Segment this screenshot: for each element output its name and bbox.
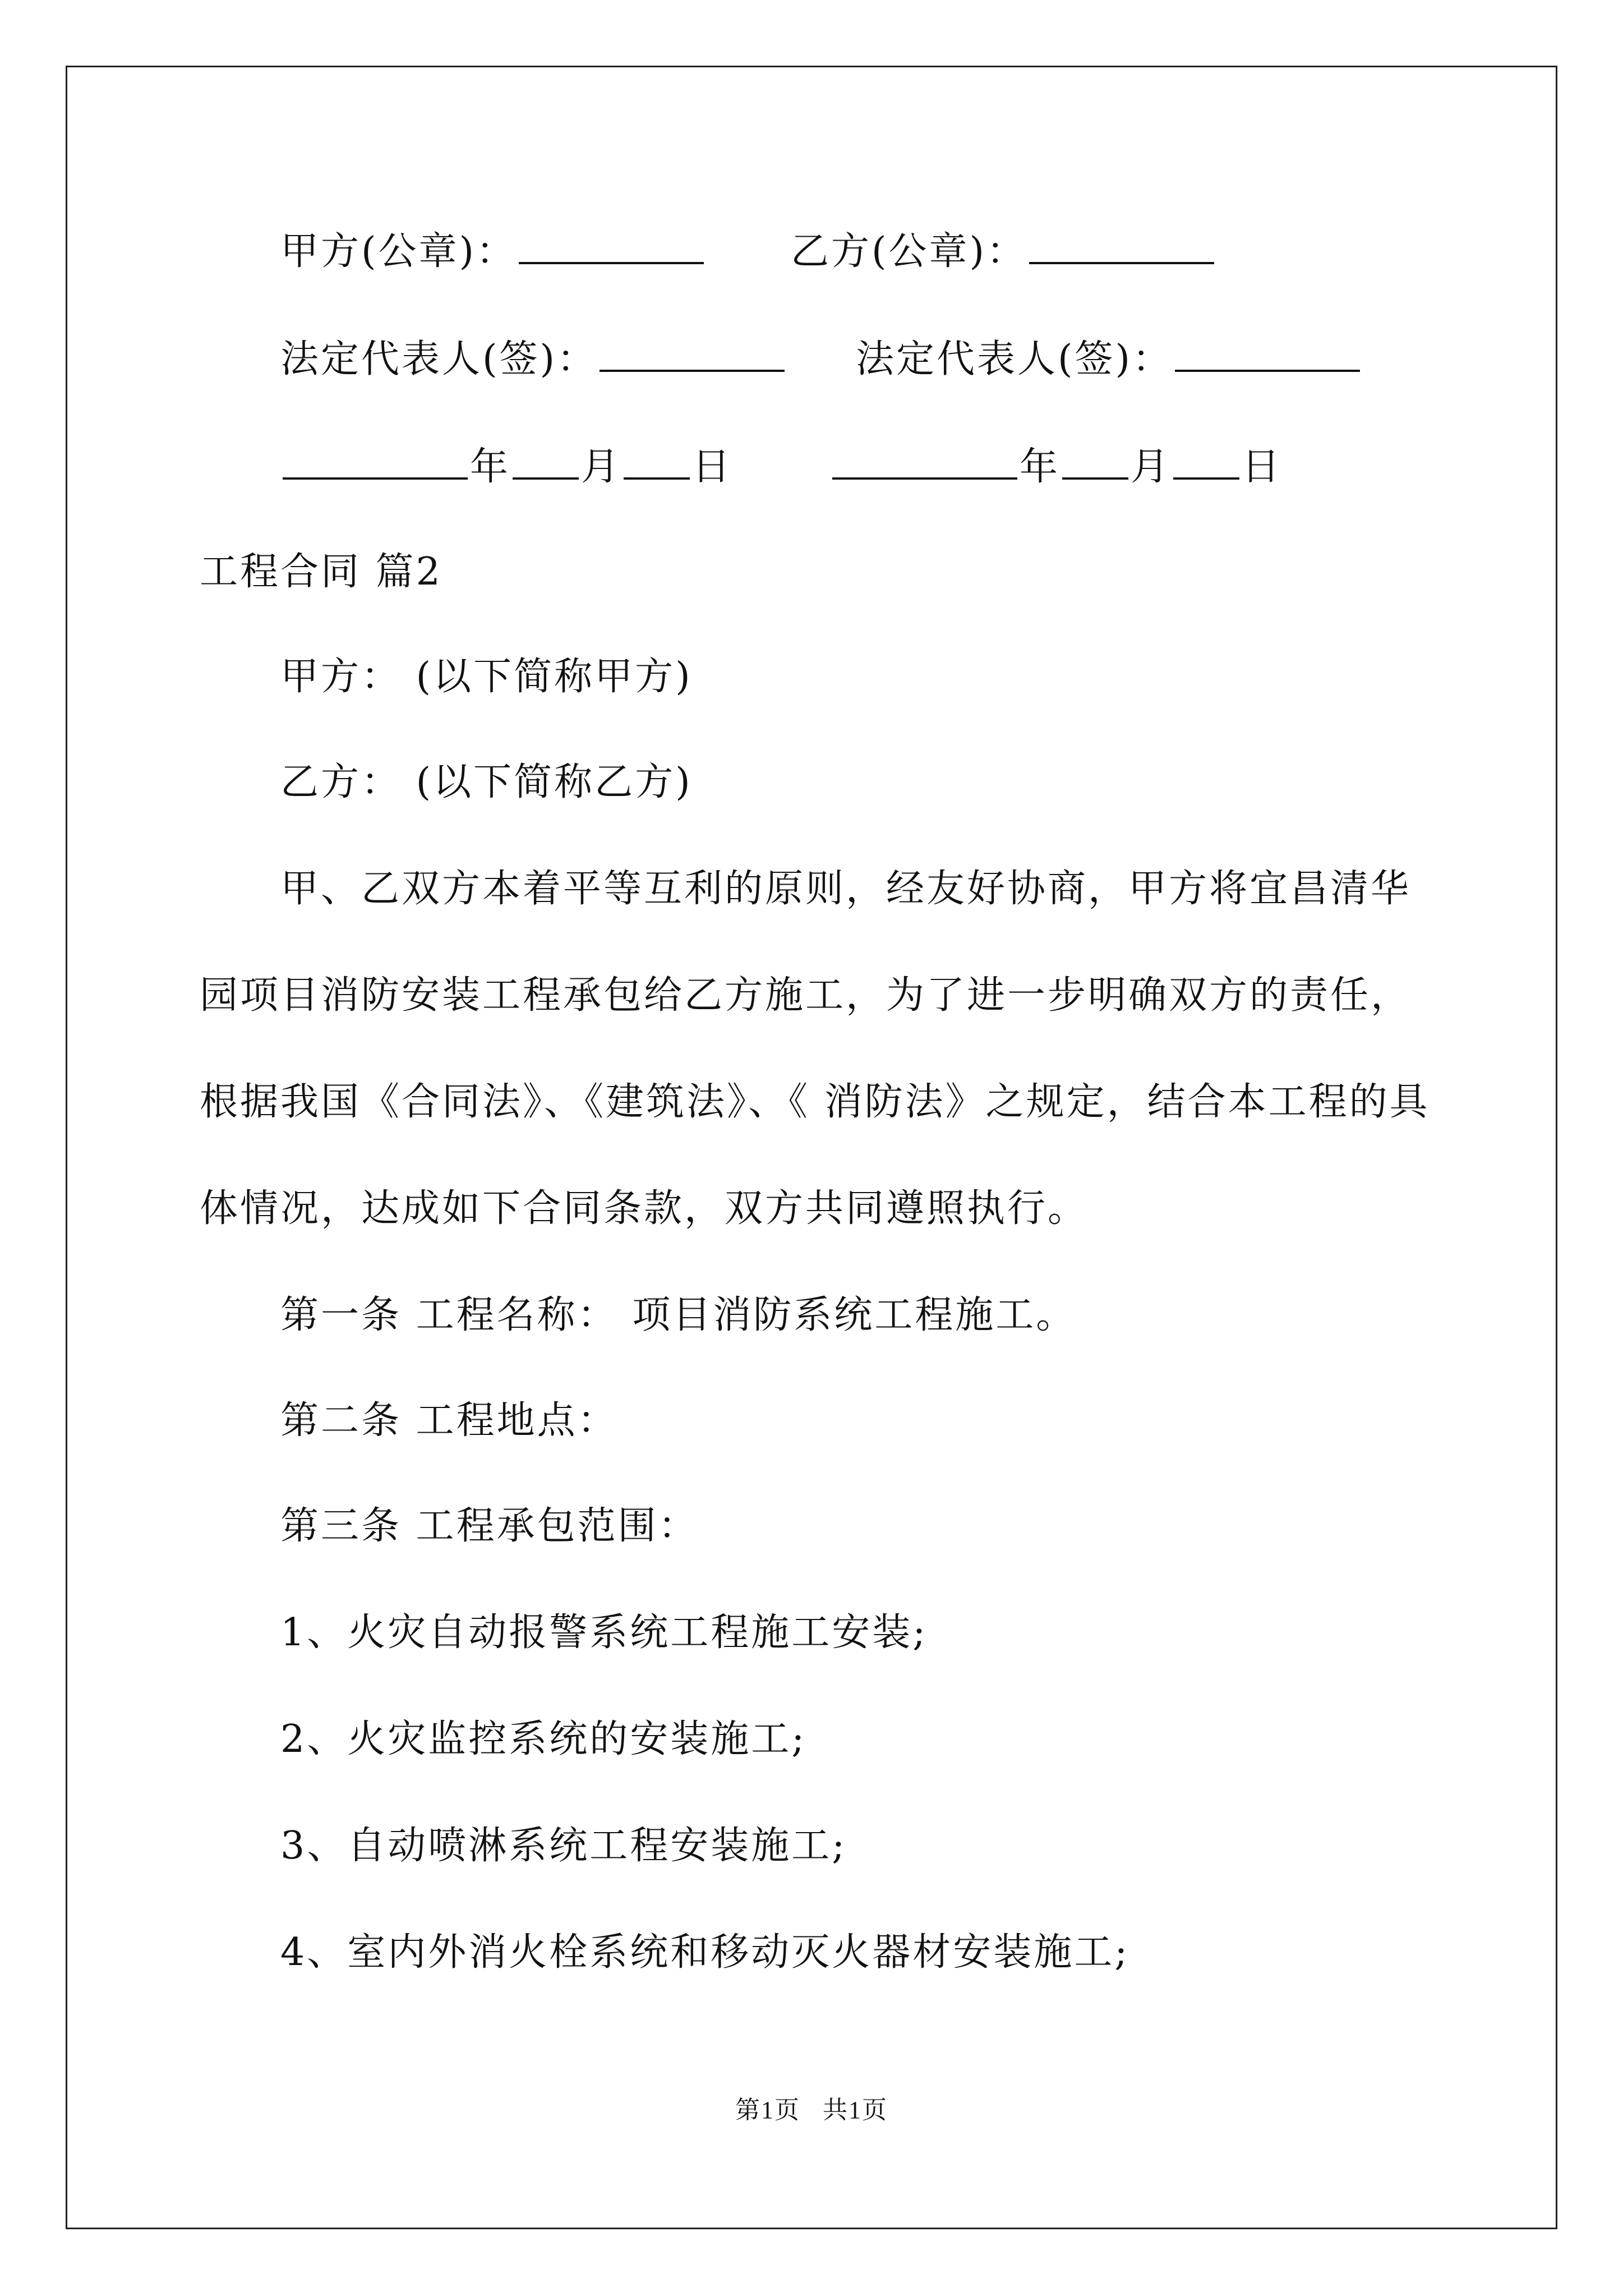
date-a-day-blank <box>624 444 690 480</box>
date-a-year-label: 年 <box>470 445 511 489</box>
intro-line-3: 根据我国《合同法》、《建筑法》、《 消防法》之规定，结合本工程的具 <box>200 1080 1430 1124</box>
scope-item-4: 4、室内外消火栓系统和移动灭火器材安装施工; <box>280 1930 1130 1975</box>
page-number-current: 第1页 <box>735 2096 800 2124</box>
party-b-seal-blank <box>1029 228 1214 264</box>
date-a-day-label: 日 <box>692 445 733 489</box>
date-a-line <box>280 442 732 493</box>
intro-line-2: 园项目消防安装工程承包给乙方施工，为了进一步明确双方的责任， <box>200 973 1412 1018</box>
scope-item-1: 1、火灾自动报警系统工程施工安装; <box>280 1611 928 1655</box>
party-a-line: 甲方： (以下简称甲方) <box>280 655 693 699</box>
party-b-seal-label: 乙方(公章)： <box>791 229 1027 274</box>
date-a-year-blank <box>283 444 468 480</box>
date-b-day-blank <box>1173 444 1239 480</box>
party-b-line: 乙方： (以下简称乙方) <box>280 760 693 804</box>
date-b-day-label: 日 <box>1242 445 1283 489</box>
legal-rep-a-line <box>280 334 787 385</box>
article-2: 第二条 工程地点： <box>280 1398 618 1443</box>
scope-item-3: 3、自动喷淋系统工程安装施工; <box>280 1824 847 1868</box>
party-b-seal-line <box>791 227 1216 277</box>
legal-rep-b-line <box>856 334 1362 385</box>
page-footer <box>0 2093 1623 2127</box>
legal-rep-a-label: 法定代表人(签)： <box>280 337 598 381</box>
article-1: 第一条 工程名称： 项目消防系统工程施工。 <box>280 1293 1077 1337</box>
section-title: 工程合同 篇2 <box>200 550 442 594</box>
intro-line-1: 甲、乙双方本着平等互利的原则，经友好协商，甲方将宜昌清华 <box>280 867 1412 911</box>
party-a-seal-label: 甲方(公章)： <box>280 229 517 274</box>
date-a-month-label: 月 <box>581 445 622 489</box>
date-b-line <box>830 442 1282 493</box>
legal-rep-b-blank <box>1175 336 1360 372</box>
date-b-year-blank <box>832 444 1017 480</box>
scope-item-2: 2、火灾监控系统的安装施工; <box>280 1717 807 1761</box>
page-number-total: 共1页 <box>823 2096 888 2124</box>
date-a-month-blank <box>513 444 579 480</box>
party-a-seal-blank <box>519 228 704 264</box>
intro-line-4: 体情况，达成如下合同条款，双方共同遵照执行。 <box>200 1186 1089 1231</box>
date-b-year-label: 年 <box>1020 445 1061 489</box>
legal-rep-a-blank <box>600 336 785 372</box>
date-b-month-blank <box>1062 444 1128 480</box>
article-3: 第三条 工程承包范围： <box>280 1504 699 1548</box>
legal-rep-b-label: 法定代表人(签)： <box>856 337 1173 381</box>
date-b-month-label: 月 <box>1131 445 1172 489</box>
page-border <box>66 66 1557 2229</box>
party-a-seal-line <box>280 227 706 277</box>
